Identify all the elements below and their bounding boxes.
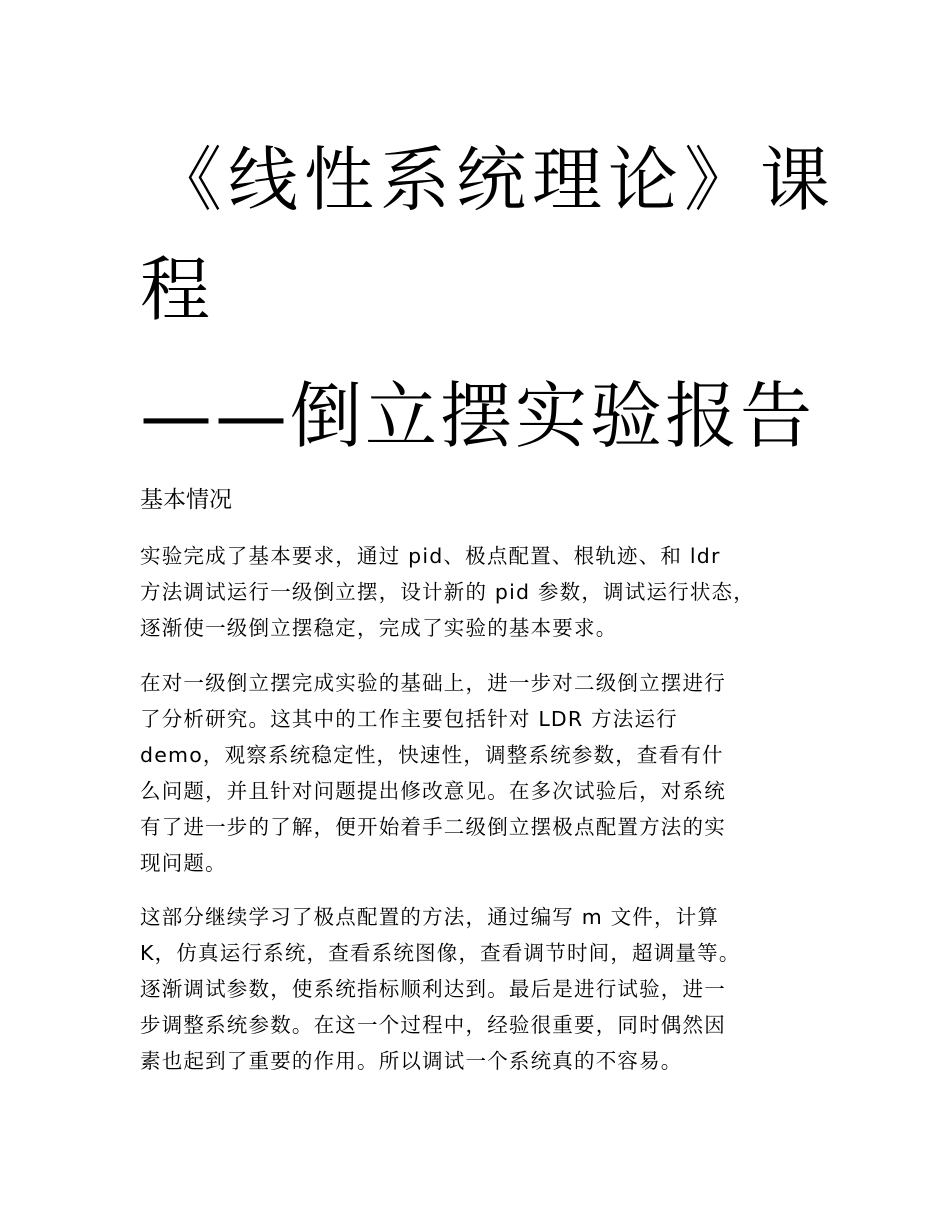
title-line-1: 《线性系统理论》课 — [152, 139, 836, 221]
paragraph-line: 逐渐调试参数，使系统指标顺利达到。最后是进行试验，进一 — [140, 977, 726, 1001]
paragraph-line: 有了进一步的了解，便开始着手二级倒立摆极点配置方法的实 — [140, 815, 726, 839]
paragraph-line: 现问题。 — [140, 851, 227, 875]
paragraph-line: 么问题，并且针对问题提出修改意见。在多次试验后，对系统 — [140, 779, 726, 803]
title-line-3: ——倒立摆实验报告 — [140, 374, 816, 458]
section-heading: 基本情况 — [140, 487, 232, 513]
paragraph-line: 素也起到了重要的作用。所以调试一个系统真的不容易。 — [140, 1049, 683, 1073]
paragraph-line: K，仿真运行系统，查看系统图像，查看调节时间，超调量等。 — [140, 941, 741, 965]
title-line-2: 程 — [140, 249, 216, 331]
paragraph-line: 方法调试运行一级倒立摆，设计新的 pid 参数，调试运行状态， — [140, 580, 755, 604]
paragraph-line: 这部分继续学习了极点配置的方法，通过编写 m 文件，计算 — [140, 905, 720, 929]
paragraph-3 — [140, 899, 830, 1079]
paragraph-line: 了分析研究。这其中的工作主要包括针对 LDR 方法运行 — [140, 707, 678, 731]
paragraph-line: demo，观察系统稳定性，快速性，调整系统参数，查看有什 — [140, 743, 724, 767]
paragraph-line: 逐渐使一级倒立摆稳定，完成了实验的基本要求。 — [140, 616, 618, 640]
paragraph-line: 步调整系统参数。在这一个过程中，经验很重要，同时偶然因 — [140, 1013, 726, 1037]
paragraph-2 — [140, 665, 830, 881]
paragraph-line: 在对一级倒立摆完成实验的基础上，进一步对二级倒立摆进行 — [140, 671, 726, 695]
paragraph-line: 实验完成了基本要求，通过 pid、极点配置、根轨迹、和 ldr — [140, 544, 721, 568]
paragraph-1 — [140, 538, 830, 646]
